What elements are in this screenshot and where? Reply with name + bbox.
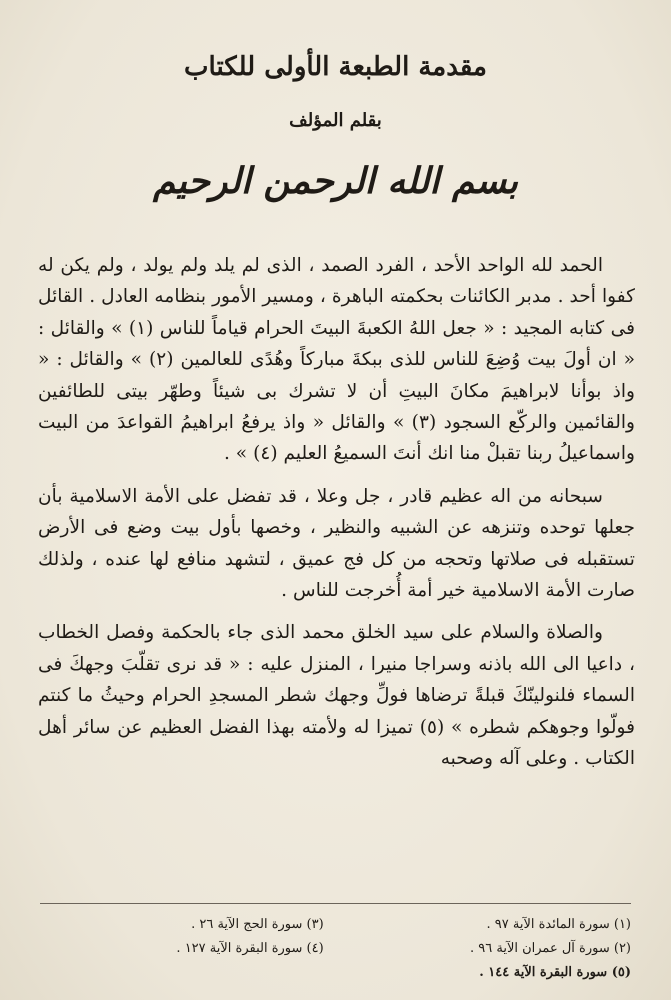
footnote-divider xyxy=(40,903,631,904)
footnote-3: (٣) سورة الحج الآية ٢٦ . xyxy=(191,917,324,932)
footnotes-left-column xyxy=(40,913,324,985)
page-title: مقدمة الطبعة الأولى للكتاب xyxy=(184,52,487,82)
author-subtitle: بقلم المؤلف xyxy=(289,110,382,131)
paragraph-1: الحمد لله الواحد الأحد ، الفرد الصمد ، الذى لم يلد ولم يولد ، ولم يكن له كفوا أحد . مدبر الكائنات بحكمته الباهرة ، ومسير الأمور بنظامه العادل . القائل فى كتابه المجيد : « جعل اللهُ الكعبةَ البيتَ الحرام قياماً للناس (١) » والقائل : « ان أولَ بيت وُضِعَ للناس للذى ببكةَ مباركاً وهُدًى للعالمين (٢) » والقائل : « واذ بوأنا لابراهيمَ مكانَ البيتِ أن لا تشرك بى شيئاً وطهّر بيتى للطائفين والقائمين والركّع السجود (٣) » والقائل « واذ يرفعُ ابراهيمُ القواعدَ من البيت واسماعيلُ ربنا تقبلْ منا انك أنتَ السميعُ العليم (٤) » . xyxy=(38,255,636,465)
footnote-4: (٤) سورة البقرة الآية ١٢٧ . xyxy=(176,941,324,956)
footnote-1: (١) سورة المائدة الآية ٩٧ . xyxy=(486,917,631,932)
footnotes-right-column xyxy=(347,913,631,985)
footnote-5: (٥) سورة البقرة الآية ١٤٤ . xyxy=(479,965,631,980)
paragraph-3: والصلاة والسلام على سيد الخلق محمد الذى جاء بالحكمة وفصل الخطاب ، داعيا الى الله باذنه وسراجا منيرا ، المنزل عليه : « قد نرى تقلّبَ وجهكَ فى السماء فلنولينّكَ قبلةً ترضاها فولِّ وجهك شطر المسجدِ الحرام وحيثُ ما كنتم فولّوا وجوهكم شطره » (٥) تميزا له ولأمته بهذا الفضل العظيم عن سائر أهل الكتاب . وعلى آله وصحبه xyxy=(38,622,635,770)
footnote-2: (٢) سورة آل عمران الآية ٩٦ . xyxy=(469,941,631,956)
basmala-calligraphy: بسم الله الرحمن الرحيم xyxy=(152,160,519,202)
body-text xyxy=(38,250,635,786)
paragraph-2: سبحانه من اله عظيم قادر ، جل وعلا ، قد تفضل على الأمة الاسلامية بأن جعلها توحده وتنزهه عن الشبيه والنظير ، وخصها بأول بيت وضع فى الأرض تستقبله فى صلاتها وتحجه من كل فج عميق ، لتشهد منافع لها عنده ، ولذلك صارت الأمة الاسلامية خير أمة أُخرجت للناس . xyxy=(38,485,635,602)
footnotes xyxy=(40,913,631,985)
